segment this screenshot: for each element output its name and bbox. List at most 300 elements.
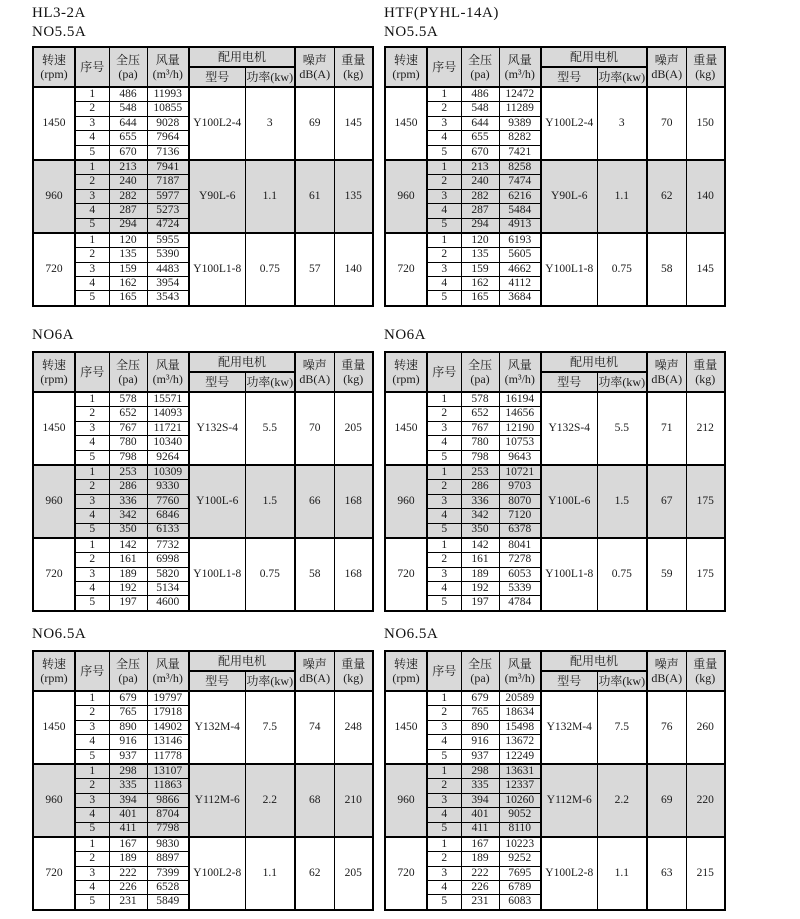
rpm-cell: 960: [33, 764, 75, 837]
flow-cell: 6846: [147, 509, 189, 523]
power-cell: 7.5: [597, 691, 647, 764]
flow-cell: 11863: [147, 779, 189, 793]
flow-cell: 5134: [147, 582, 189, 596]
pressure-cell: 670: [461, 145, 499, 160]
seq-cell: 5: [75, 450, 109, 465]
seq-cell: 4: [427, 808, 461, 822]
flow-header: 风量 (m³/h): [147, 47, 189, 87]
model-cell: Y132S-4: [189, 392, 245, 465]
flow-cell: 15498: [499, 720, 541, 734]
noise-cell: 68: [295, 764, 334, 837]
seq-cell: 5: [75, 895, 109, 910]
flow-header: 风量 (m³/h): [147, 352, 189, 392]
pressure-cell: 916: [461, 735, 499, 749]
pressure-cell: 135: [461, 248, 499, 262]
noise-cell: 70: [295, 392, 334, 465]
seq-cell: 3: [75, 567, 109, 581]
noise-cell: 76: [647, 691, 686, 764]
pressure-cell: 394: [109, 793, 147, 807]
pressure-cell: 342: [109, 509, 147, 523]
pressure-cell: 394: [461, 793, 499, 807]
weight-cell: 212: [686, 392, 725, 465]
pressure-cell: 335: [461, 779, 499, 793]
speed-header: 转速 (rpm): [33, 352, 75, 392]
seq-cell: 2: [427, 407, 461, 421]
power-cell: 1.1: [245, 160, 295, 233]
table-title: HL3-2A: [32, 5, 86, 21]
flow-cell: 14902: [147, 720, 189, 734]
noise-cell: 59: [647, 538, 686, 611]
rpm-cell: 1450: [33, 691, 75, 764]
seq-cell: 4: [75, 808, 109, 822]
table-titles: [384, 4, 724, 42]
seq-cell: 2: [75, 102, 109, 116]
seq-cell: 1: [427, 392, 461, 407]
seq-cell: 1: [427, 538, 461, 553]
flow-cell: 7187: [147, 175, 189, 189]
flow-cell: 5977: [147, 189, 189, 203]
pressure-cell: 798: [109, 450, 147, 465]
seq-cell: 3: [75, 494, 109, 508]
pressure-cell: 342: [461, 509, 499, 523]
seq-cell: 1: [427, 160, 461, 175]
flow-cell: 9643: [499, 450, 541, 465]
pressure-cell: 161: [109, 553, 147, 567]
seq-cell: 1: [75, 87, 109, 102]
pressure-cell: 336: [109, 494, 147, 508]
pressure-cell: 401: [461, 808, 499, 822]
flow-cell: 6216: [499, 189, 541, 203]
seq-cell: 4: [75, 881, 109, 895]
flow-cell: 6789: [499, 881, 541, 895]
flow-cell: 5605: [499, 248, 541, 262]
flow-cell: 9866: [147, 793, 189, 807]
seq-cell: 2: [427, 248, 461, 262]
seq-cell: 5: [427, 291, 461, 306]
power-cell: 1.1: [597, 160, 647, 233]
flow-cell: 11778: [147, 749, 189, 764]
rpm-cell: 960: [385, 465, 427, 538]
flow-header: 风量 (m³/h): [499, 47, 541, 87]
pressure-cell: 937: [109, 749, 147, 764]
table-titles: [32, 326, 372, 345]
spec-table: [384, 351, 726, 612]
pressure-cell: 167: [461, 837, 499, 852]
seq-cell: 3: [75, 866, 109, 880]
speed-header: 转速 (rpm): [33, 651, 75, 691]
model-header: 型号: [541, 671, 597, 691]
weight-cell: 260: [686, 691, 725, 764]
flow-cell: 7421: [499, 145, 541, 160]
flow-cell: 7399: [147, 866, 189, 880]
rpm-cell: 720: [385, 837, 427, 910]
motor-group-header: 配用电机: [189, 47, 295, 67]
seq-cell: 3: [75, 421, 109, 435]
flow-cell: 14093: [147, 407, 189, 421]
pressure-cell: 231: [109, 895, 147, 910]
seq-cell: 2: [427, 102, 461, 116]
flow-cell: 9703: [499, 480, 541, 494]
flow-cell: 10223: [499, 837, 541, 852]
flow-cell: 7136: [147, 145, 189, 160]
noise-cell: 63: [647, 837, 686, 910]
weight-cell: 168: [334, 538, 373, 611]
model-cell: Y100L1-8: [541, 538, 597, 611]
seq-cell: 4: [427, 277, 461, 291]
pressure-cell: 780: [109, 436, 147, 450]
model-cell: Y90L-6: [189, 160, 245, 233]
seq-cell: 3: [427, 421, 461, 435]
flow-cell: 17918: [147, 706, 189, 720]
noise-header: 噪声 dB(A): [295, 651, 334, 691]
weight-cell: 175: [686, 538, 725, 611]
power-cell: 0.75: [245, 233, 295, 306]
seq-cell: 3: [427, 720, 461, 734]
motor-group-header: 配用电机: [189, 352, 295, 372]
noise-cell: 66: [295, 465, 334, 538]
pressure-cell: 644: [461, 116, 499, 130]
weight-cell: 220: [686, 764, 725, 837]
seq-cell: 4: [75, 582, 109, 596]
flow-cell: 8897: [147, 852, 189, 866]
panel-no6-5a-right: [384, 625, 724, 911]
pressure-cell: 767: [109, 421, 147, 435]
power-cell: 2.2: [245, 764, 295, 837]
flow-cell: 13146: [147, 735, 189, 749]
pressure-cell: 120: [461, 233, 499, 248]
seq-cell: 5: [75, 596, 109, 611]
flow-cell: 8041: [499, 538, 541, 553]
pressure-cell: 350: [461, 523, 499, 538]
noise-cell: 58: [295, 538, 334, 611]
table-row: [33, 160, 373, 175]
pressure-cell: 890: [461, 720, 499, 734]
model-header: 型号: [189, 372, 245, 392]
pressure-cell: 282: [109, 189, 147, 203]
seq-header: 序号: [75, 651, 109, 691]
power-cell: 0.75: [245, 538, 295, 611]
pressure-cell: 213: [461, 160, 499, 175]
spec-table: [32, 46, 374, 307]
table-row: [385, 87, 725, 102]
seq-cell: 3: [75, 116, 109, 130]
model-cell: Y100L-6: [189, 465, 245, 538]
flow-cell: 15571: [147, 392, 189, 407]
pressure-cell: 120: [109, 233, 147, 248]
table-row: [33, 691, 373, 706]
seq-cell: 3: [427, 567, 461, 581]
noise-header: 噪声 dB(A): [647, 651, 686, 691]
motor-group-header: 配用电机: [189, 651, 295, 671]
pressure-cell: 652: [461, 407, 499, 421]
pressure-cell: 655: [461, 131, 499, 145]
seq-cell: 5: [427, 218, 461, 233]
pressure-cell: 197: [109, 596, 147, 611]
pressure-header: 全压 (pa): [461, 47, 499, 87]
pressure-cell: 222: [109, 866, 147, 880]
pressure-cell: 253: [109, 465, 147, 480]
pressure-cell: 679: [461, 691, 499, 706]
pressure-cell: 765: [109, 706, 147, 720]
motor-group-header: 配用电机: [541, 352, 647, 372]
pressure-cell: 287: [461, 204, 499, 218]
flow-header: 风量 (m³/h): [499, 352, 541, 392]
model-cell: Y90L-6: [541, 160, 597, 233]
panel-htf-pyhl-14a-no5-5a: [384, 4, 724, 307]
rpm-cell: 960: [33, 160, 75, 233]
pressure-header: 全压 (pa): [461, 651, 499, 691]
model-cell: Y132S-4: [541, 392, 597, 465]
flow-cell: 7798: [147, 822, 189, 837]
seq-cell: 1: [75, 160, 109, 175]
seq-cell: 1: [75, 837, 109, 852]
flow-cell: 9264: [147, 450, 189, 465]
noise-cell: 69: [647, 764, 686, 837]
table-title: NO6A: [32, 327, 74, 343]
table-title: NO5.5A: [32, 24, 87, 40]
weight-cell: 175: [686, 465, 725, 538]
flow-cell: 4112: [499, 277, 541, 291]
seq-cell: 5: [75, 218, 109, 233]
noise-header: 噪声 dB(A): [647, 47, 686, 87]
table-host: [32, 650, 372, 911]
seq-cell: 3: [75, 720, 109, 734]
pressure-cell: 335: [109, 779, 147, 793]
model-cell: Y132M-4: [541, 691, 597, 764]
model-cell: Y100L2-4: [541, 87, 597, 160]
seq-cell: 2: [427, 852, 461, 866]
flow-cell: 9052: [499, 808, 541, 822]
noise-cell: 61: [295, 160, 334, 233]
pressure-cell: 486: [461, 87, 499, 102]
pressure-cell: 486: [109, 87, 147, 102]
panel-hl3-2a-no5-5a: [32, 4, 372, 307]
rpm-cell: 720: [33, 233, 75, 306]
panel-no6a-right: [384, 326, 724, 612]
table-host: [32, 46, 372, 307]
pressure-cell: 287: [109, 204, 147, 218]
model-cell: Y100L1-8: [189, 233, 245, 306]
pressure-cell: 159: [461, 262, 499, 276]
rpm-cell: 1450: [33, 392, 75, 465]
seq-cell: 4: [427, 204, 461, 218]
table-title: NO6A: [384, 327, 426, 343]
power-header: 功率(kw): [597, 372, 647, 392]
panel-no6-5a-left: [32, 625, 372, 911]
table-title: HTF(PYHL-14A): [384, 5, 499, 21]
flow-cell: 6528: [147, 881, 189, 895]
model-cell: Y100L2-8: [189, 837, 245, 910]
rpm-cell: 1450: [385, 392, 427, 465]
flow-cell: 4600: [147, 596, 189, 611]
pressure-cell: 765: [461, 706, 499, 720]
rpm-cell: 1450: [385, 691, 427, 764]
table-row: [385, 233, 725, 248]
flow-cell: 4483: [147, 262, 189, 276]
flow-cell: 14656: [499, 407, 541, 421]
noise-header: 噪声 dB(A): [647, 352, 686, 392]
table-titles: [32, 4, 372, 42]
table-row: [33, 837, 373, 852]
flow-cell: 9330: [147, 480, 189, 494]
flow-cell: 7695: [499, 866, 541, 880]
spec-table: [384, 650, 726, 911]
rpm-cell: 720: [33, 538, 75, 611]
seq-cell: 2: [75, 553, 109, 567]
pressure-cell: 298: [109, 764, 147, 779]
model-cell: Y100L2-8: [541, 837, 597, 910]
weight-cell: 205: [334, 392, 373, 465]
seq-cell: 2: [427, 706, 461, 720]
seq-cell: 1: [75, 392, 109, 407]
pressure-cell: 162: [461, 277, 499, 291]
pressure-cell: 189: [109, 567, 147, 581]
power-cell: 5.5: [245, 392, 295, 465]
panel-no6a-left: [32, 326, 372, 612]
speed-header: 转速 (rpm): [385, 352, 427, 392]
flow-cell: 6193: [499, 233, 541, 248]
pressure-cell: 286: [461, 480, 499, 494]
pressure-cell: 159: [109, 262, 147, 276]
motor-group-header: 配用电机: [541, 47, 647, 67]
seq-cell: 1: [75, 764, 109, 779]
flow-cell: 12472: [499, 87, 541, 102]
pressure-cell: 679: [109, 691, 147, 706]
rpm-cell: 960: [385, 764, 427, 837]
seq-cell: 4: [427, 131, 461, 145]
power-cell: 5.5: [597, 392, 647, 465]
pressure-cell: 162: [109, 277, 147, 291]
motor-group-header: 配用电机: [541, 651, 647, 671]
pressure-cell: 286: [109, 480, 147, 494]
seq-cell: 1: [427, 233, 461, 248]
table-title: NO5.5A: [384, 24, 439, 40]
flow-cell: 11993: [147, 87, 189, 102]
seq-cell: 2: [427, 779, 461, 793]
model-cell: Y100L-6: [541, 465, 597, 538]
power-cell: 1.1: [245, 837, 295, 910]
seq-cell: 2: [427, 175, 461, 189]
model-cell: Y132M-4: [189, 691, 245, 764]
rpm-cell: 960: [385, 160, 427, 233]
power-cell: 3: [245, 87, 295, 160]
model-header: 型号: [189, 671, 245, 691]
seq-cell: 2: [75, 175, 109, 189]
speed-header: 转速 (rpm): [385, 47, 427, 87]
table-row: [33, 87, 373, 102]
seq-cell: 1: [427, 837, 461, 852]
pressure-cell: 222: [461, 866, 499, 880]
pressure-cell: 189: [461, 567, 499, 581]
seq-cell: 2: [75, 706, 109, 720]
weight-cell: 145: [334, 87, 373, 160]
weight-header: 重量 (kg): [334, 47, 373, 87]
weight-cell: 205: [334, 837, 373, 910]
pressure-cell: 401: [109, 808, 147, 822]
table-host: [32, 351, 372, 612]
speed-header: 转速 (rpm): [385, 651, 427, 691]
power-cell: 3: [597, 87, 647, 160]
flow-cell: 5339: [499, 582, 541, 596]
flow-cell: 10753: [499, 436, 541, 450]
rpm-cell: 1450: [385, 87, 427, 160]
pressure-cell: 226: [461, 881, 499, 895]
flow-cell: 12190: [499, 421, 541, 435]
seq-cell: 1: [75, 233, 109, 248]
table-row: [385, 691, 725, 706]
weight-cell: 215: [686, 837, 725, 910]
pressure-cell: 197: [461, 596, 499, 611]
power-cell: 1.1: [597, 837, 647, 910]
seq-cell: 4: [427, 436, 461, 450]
power-header: 功率(kw): [245, 372, 295, 392]
pressure-cell: 767: [461, 421, 499, 435]
pressure-cell: 142: [461, 538, 499, 553]
pressure-cell: 135: [109, 248, 147, 262]
weight-cell: 140: [334, 233, 373, 306]
table-host: [384, 650, 724, 911]
flow-cell: 9252: [499, 852, 541, 866]
flow-cell: 4913: [499, 218, 541, 233]
weight-header: 重量 (kg): [686, 47, 725, 87]
rpm-cell: 720: [385, 538, 427, 611]
flow-cell: 7732: [147, 538, 189, 553]
flow-cell: 4724: [147, 218, 189, 233]
pressure-cell: 350: [109, 523, 147, 538]
pressure-cell: 298: [461, 764, 499, 779]
seq-cell: 4: [427, 881, 461, 895]
model-cell: Y100L1-8: [189, 538, 245, 611]
flow-cell: 11721: [147, 421, 189, 435]
weight-header: 重量 (kg): [686, 651, 725, 691]
flow-cell: 5273: [147, 204, 189, 218]
table-row: [33, 538, 373, 553]
flow-cell: 7474: [499, 175, 541, 189]
flow-cell: 8258: [499, 160, 541, 175]
weight-cell: 248: [334, 691, 373, 764]
seq-cell: 5: [75, 822, 109, 837]
pressure-cell: 192: [109, 582, 147, 596]
flow-cell: 12337: [499, 779, 541, 793]
flow-header: 风量 (m³/h): [499, 651, 541, 691]
weight-cell: 140: [686, 160, 725, 233]
model-cell: Y112M-6: [189, 764, 245, 837]
pressure-cell: 189: [461, 852, 499, 866]
seq-cell: 3: [427, 866, 461, 880]
power-cell: 7.5: [245, 691, 295, 764]
weight-cell: 150: [686, 87, 725, 160]
pressure-header: 全压 (pa): [109, 352, 147, 392]
model-header: 型号: [541, 67, 597, 87]
flow-cell: 5955: [147, 233, 189, 248]
rpm-cell: 720: [385, 233, 427, 306]
pressure-cell: 890: [109, 720, 147, 734]
flow-cell: 5390: [147, 248, 189, 262]
seq-cell: 3: [75, 262, 109, 276]
pressure-cell: 142: [109, 538, 147, 553]
seq-cell: 5: [427, 895, 461, 910]
seq-cell: 5: [75, 291, 109, 306]
pressure-header: 全压 (pa): [109, 47, 147, 87]
pressure-cell: 578: [461, 392, 499, 407]
noise-header: 噪声 dB(A): [295, 352, 334, 392]
pressure-cell: 780: [461, 436, 499, 450]
flow-cell: 10260: [499, 793, 541, 807]
model-cell: Y100L1-8: [541, 233, 597, 306]
model-cell: Y112M-6: [541, 764, 597, 837]
seq-cell: 4: [427, 735, 461, 749]
seq-cell: 2: [75, 248, 109, 262]
